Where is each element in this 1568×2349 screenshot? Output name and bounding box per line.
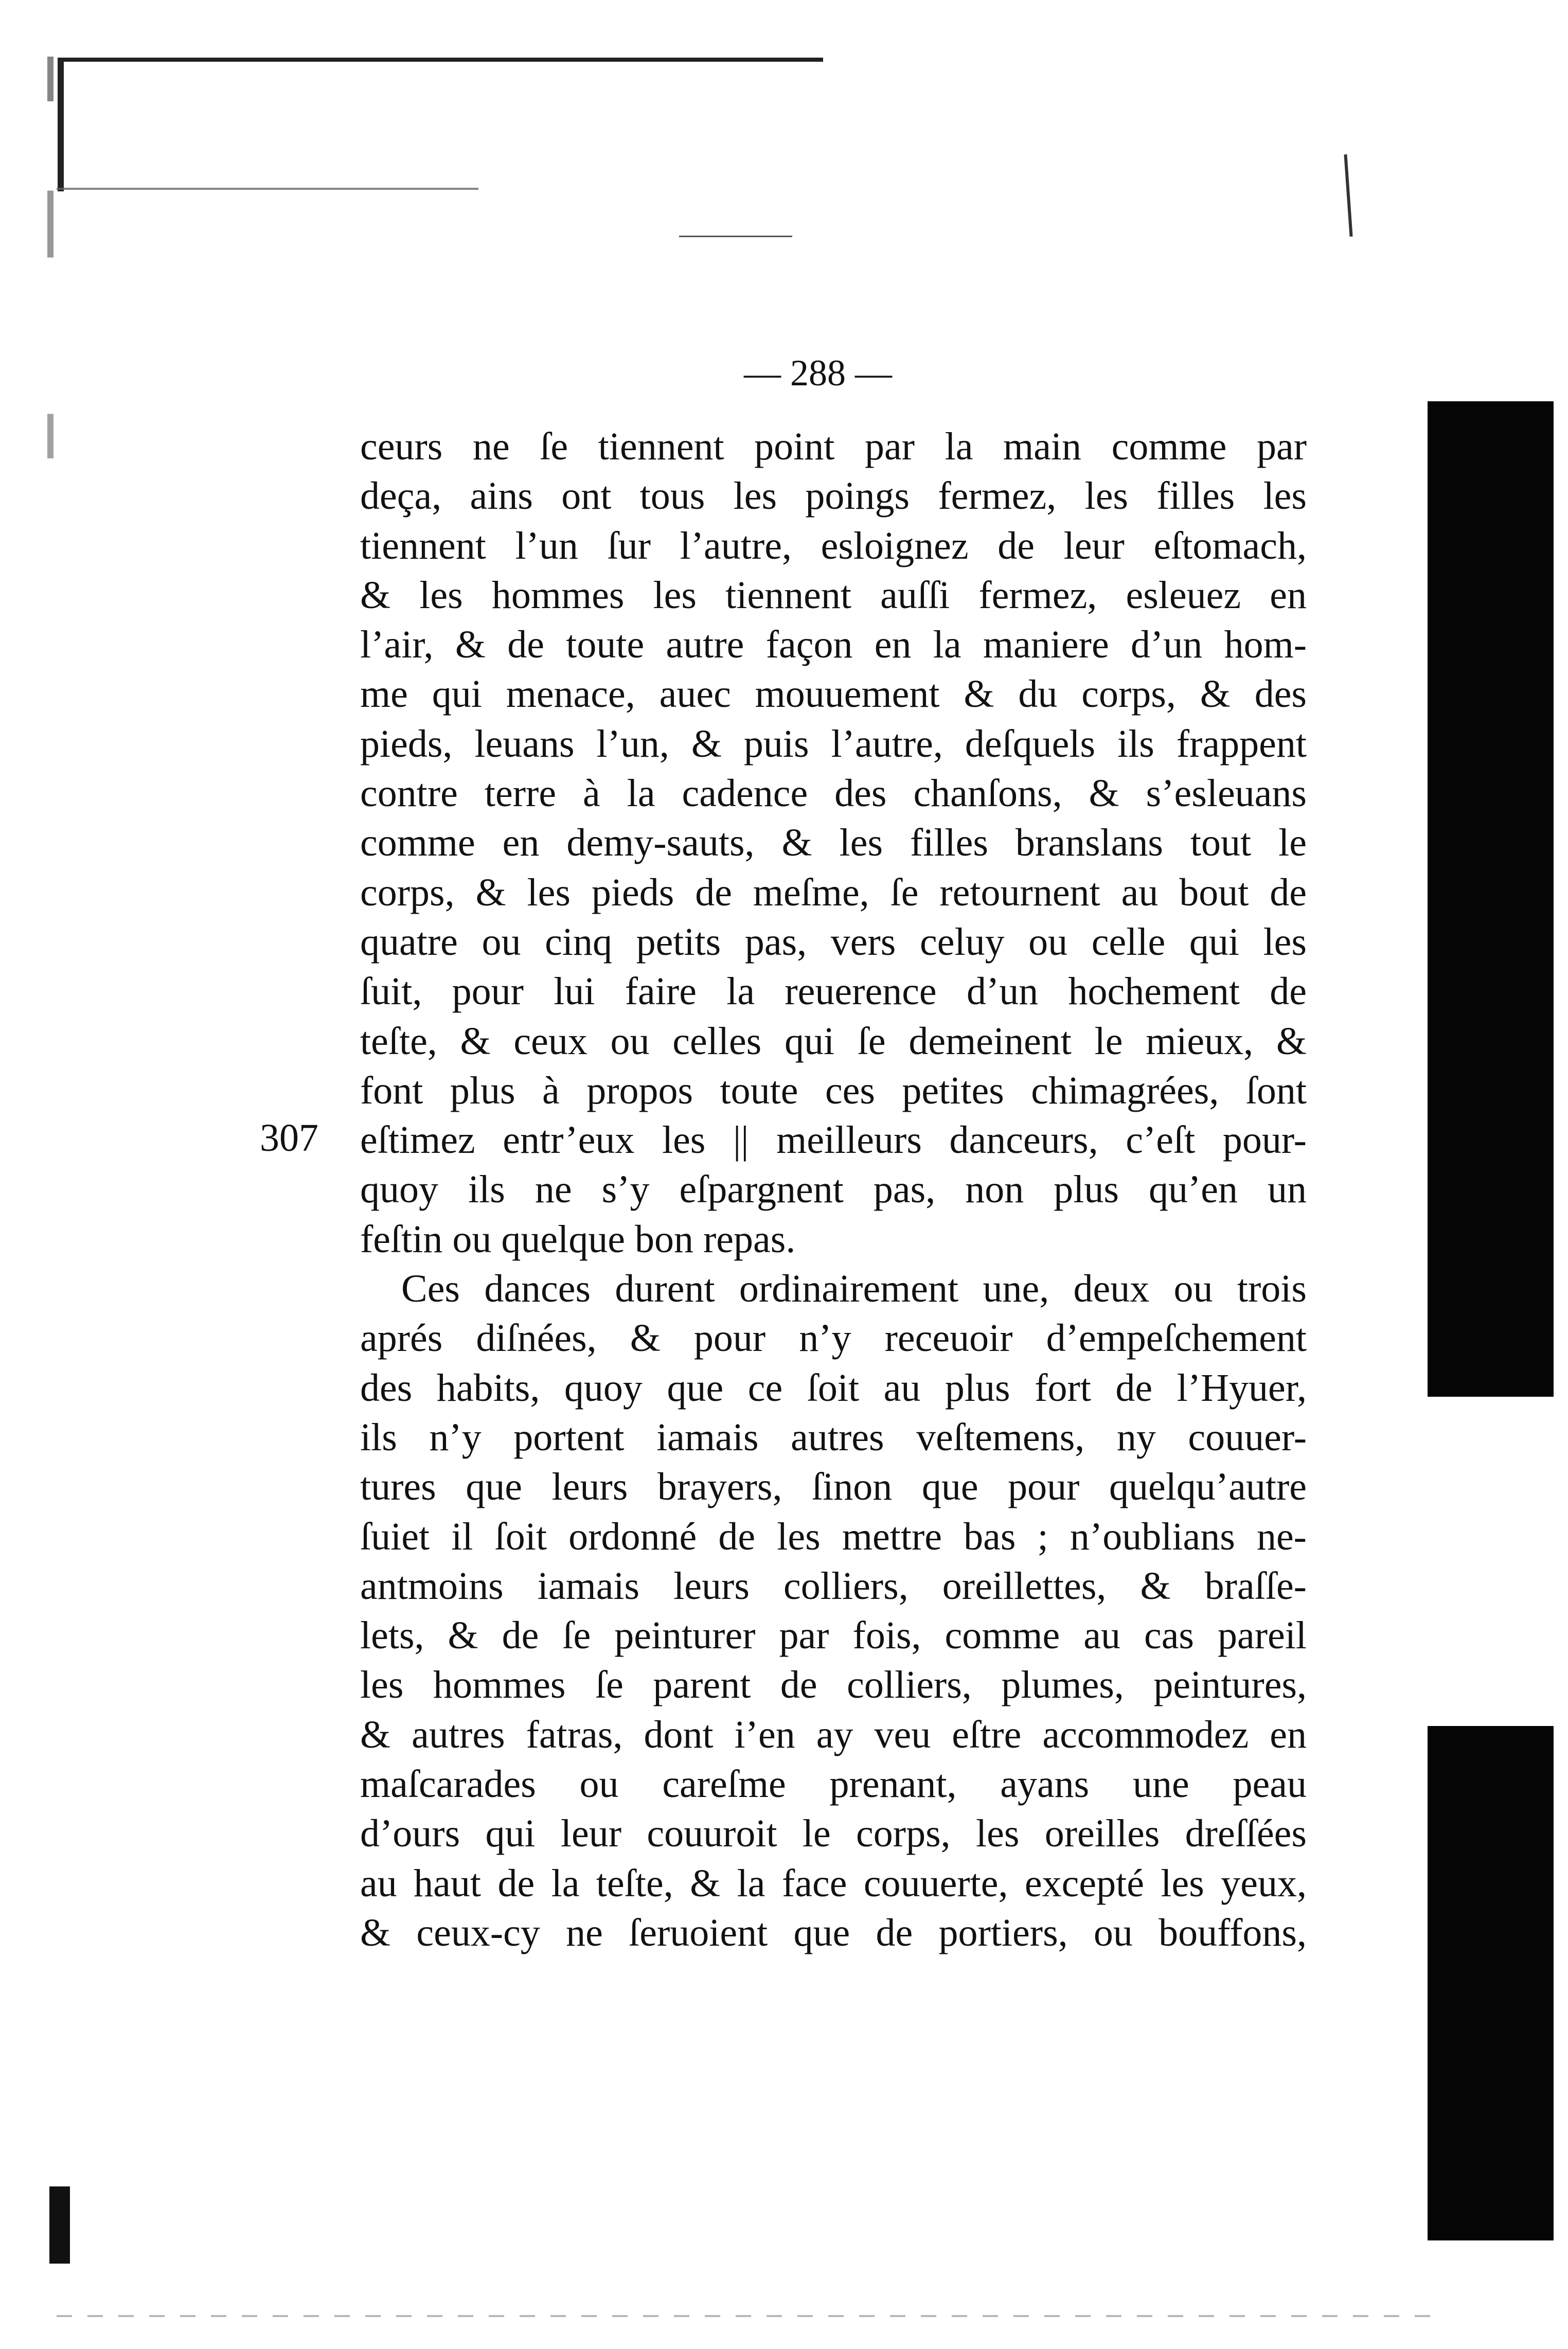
page-number: — 288 — bbox=[744, 352, 892, 394]
margin-reference-number: 307 bbox=[260, 1116, 318, 1160]
text-line: au haut de la teſte, & la face couuerte, excepté les yeux, bbox=[360, 1861, 1307, 1905]
text-line: lets, & de ſe peinturer par fois, comme au cas pareil bbox=[360, 1614, 1307, 1658]
scan-top-rule bbox=[62, 58, 823, 62]
scan-top-corner bbox=[58, 58, 64, 191]
text-line: deça, ains ont tous les poings fermez, les filles les bbox=[360, 474, 1307, 518]
text-line: ſuiet il ſoit ordonné de les mettre bas ; n’oublians ne- bbox=[360, 1515, 1307, 1558]
text-line: maſcarades ou careſme prenant, ayans une peau bbox=[360, 1763, 1307, 1806]
text-line: ſuit, pour lui faire la reuerence d’un hochement de bbox=[360, 970, 1307, 1013]
text-line: des habits, quoy que ce ſoit au plus fort de l’Hyuer, bbox=[360, 1366, 1307, 1410]
text-line: eſtimez entr’eux les || meilleurs danceurs, c’eſt pour- bbox=[360, 1118, 1307, 1162]
text-line: pieds, leuans l’un, & puis l’autre, deſquels ils frappent bbox=[360, 722, 1307, 766]
text-line: quoy ils ne s’y eſpargnent pas, non plus qu’en un bbox=[360, 1168, 1307, 1212]
text-line: corps, & les pieds de meſme, ſe retournent au bout de bbox=[360, 870, 1307, 914]
text-line: ceurs ne ſe tiennent point par la main comme par bbox=[360, 425, 1307, 468]
text-line: aprés diſnées, & pour n’y receuoir d’empeſchement bbox=[360, 1316, 1307, 1360]
text-line: antmoins iamais leurs colliers, oreillettes, & braſſe- bbox=[360, 1564, 1307, 1608]
text-line: tures que leurs brayers, ſinon que pour quelqu’autre bbox=[360, 1465, 1307, 1509]
text-line: les hommes ſe parent de colliers, plumes, peintures, bbox=[360, 1663, 1307, 1707]
text-line: d’ours qui leur couuroit le corps, les oreilles dreſſées bbox=[360, 1812, 1307, 1856]
body-text bbox=[360, 422, 1307, 1957]
text-line: ils n’y portent iamais autres veſtemens, ny couuer- bbox=[360, 1415, 1307, 1459]
scan-thin-rule bbox=[57, 188, 478, 190]
text-line-paragraph-start: Ces dances durent ordinairement une, deux ou trois bbox=[401, 1267, 1307, 1311]
text-line: contre terre à la cadence des chanſons, & s’esleuans bbox=[360, 772, 1307, 815]
scan-black-bar bbox=[1428, 1726, 1554, 2240]
scan-thin-rule bbox=[679, 236, 792, 237]
text-line: l’air, & de toute autre façon en la maniere d’un hom- bbox=[360, 623, 1307, 667]
text-line: & ceux-cy ne ſeruoient que de portiers, ou bouffons, bbox=[360, 1911, 1307, 1954]
text-line: tiennent l’un ſur l’autre, esloignez de leur eſtomach, bbox=[360, 524, 1307, 567]
text-line: quatre ou cinq petits pas, vers celuy ou celle qui les bbox=[360, 920, 1307, 964]
scan-bottom-edge bbox=[57, 2315, 1446, 2317]
scan-left-edge bbox=[47, 57, 54, 2289]
text-line: me qui menace, auec mouuement & du corps, & des bbox=[360, 672, 1307, 716]
text-line: feſtin ou quelque bon repas. bbox=[360, 1217, 796, 1261]
scan-left-edge-mark bbox=[49, 2186, 70, 2264]
scan-mark bbox=[1344, 154, 1352, 237]
text-line: teſte, & ceux ou celles qui ſe demeinent le mieux, & bbox=[360, 1019, 1307, 1063]
text-line: & autres fatras, dont i’en ay veu eſtre accommodez en bbox=[360, 1713, 1307, 1756]
text-line: font plus à propos toute ces petites chimagrées, ſont bbox=[360, 1069, 1307, 1112]
text-line: & les hommes les tiennent auſſi fermez, esleuez en bbox=[360, 573, 1307, 617]
text-line: comme en demy-sauts, & les filles branslans tout le bbox=[360, 821, 1307, 865]
scan-black-bar bbox=[1428, 401, 1554, 1397]
